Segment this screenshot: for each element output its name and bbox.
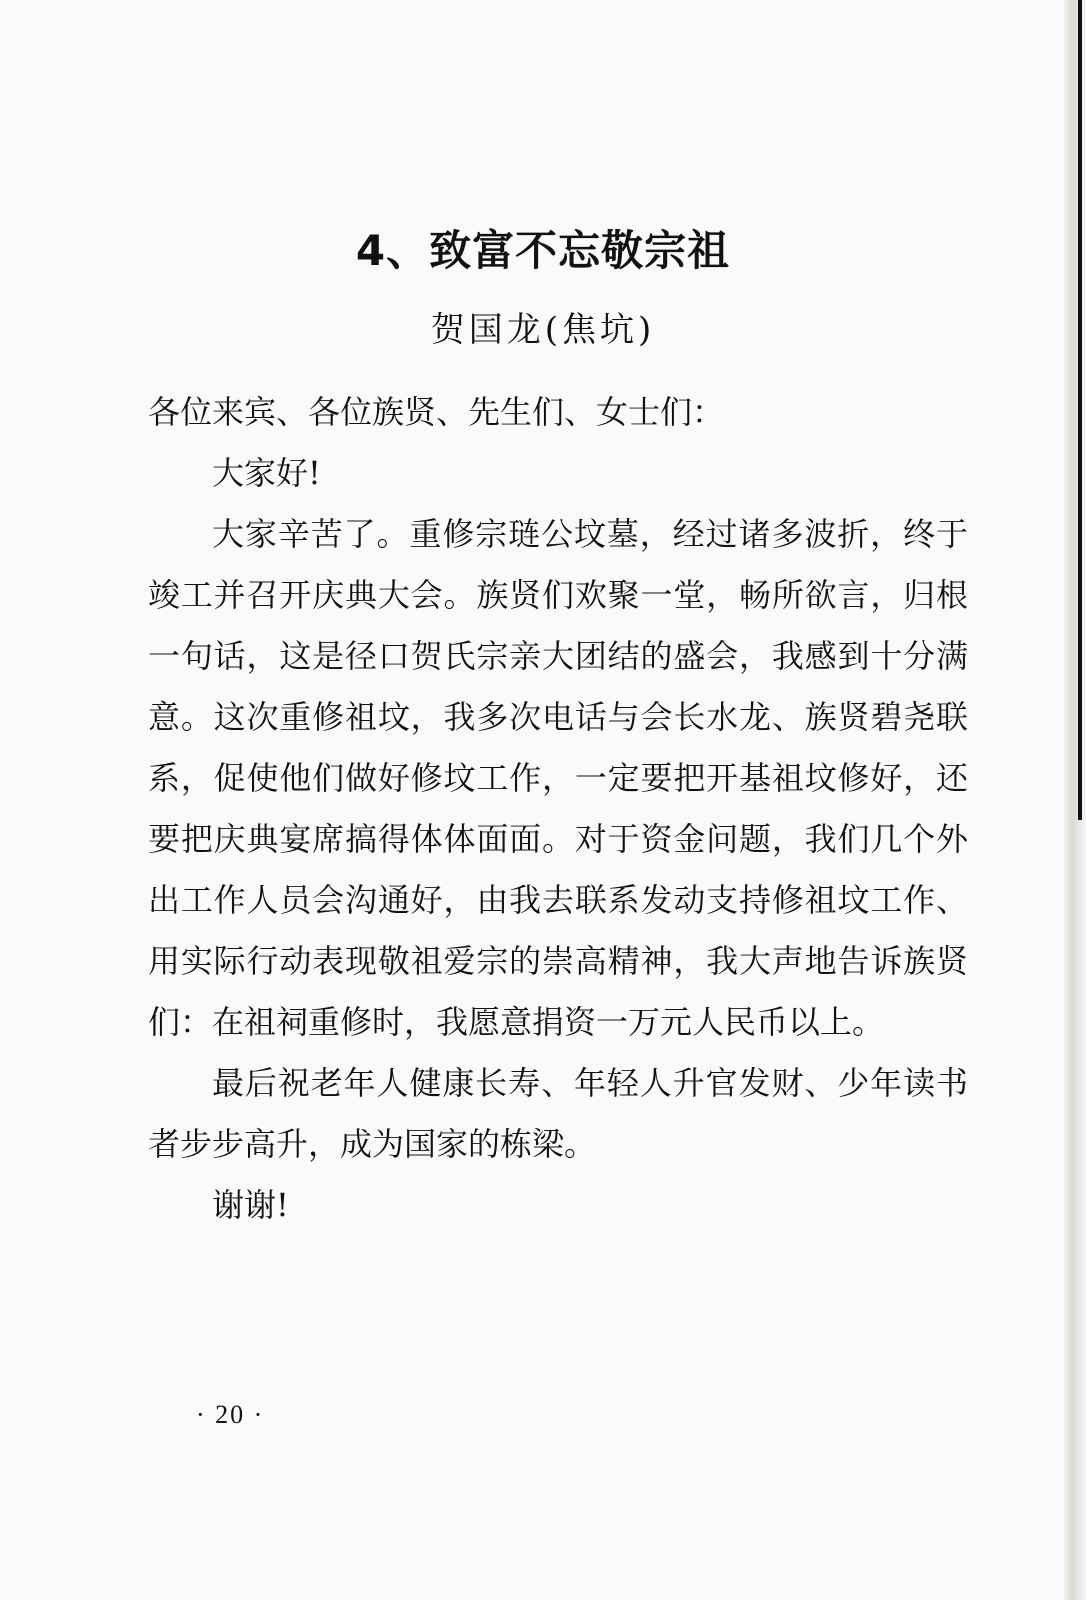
paragraph-wishes: 最后祝老年人健康长寿、年轻人升官发财、少年读书者步步高升，成为国家的栋梁。 [148, 1064, 968, 1163]
salutation: 各位来宾、各位族贤、先生们、女士们： [148, 393, 725, 431]
page-binding-line [1078, 0, 1082, 820]
closing-thanks: 谢谢! [212, 1186, 289, 1224]
speech-body [148, 382, 968, 1236]
greeting: 大家好! [212, 454, 321, 492]
author-line: 贺国龙(焦坑) [430, 310, 656, 350]
paragraph-main: 大家辛苦了。重修宗琏公坟墓，经过诸多波折，终于竣工并召开庆典大会。族贤们欢聚一堂，畅所欲言，归根一句话，这是径口贺氏宗亲大团结的盛会，我感到十分满意。这次重修祖坟，我多次电话与会长水龙、族贤碧尧联系，促使他们做好修坟工作，一定要把开基祖坟修好，还要把庆典宴席搞得体体面面。对于资金问题，我们几个外出工作人员会沟通好，由我去联系发动支持修祖坟工作、用实际行动表现敬祖爱宗的崇高精神，我大声地告诉族贤们：在祖祠重修时，我愿意捐资一万元人民币以上。 [148, 515, 968, 1041]
chapter-title: 4、致富不忘敬宗祖 [355, 226, 731, 275]
page-number: · 20 · [196, 1400, 265, 1429]
